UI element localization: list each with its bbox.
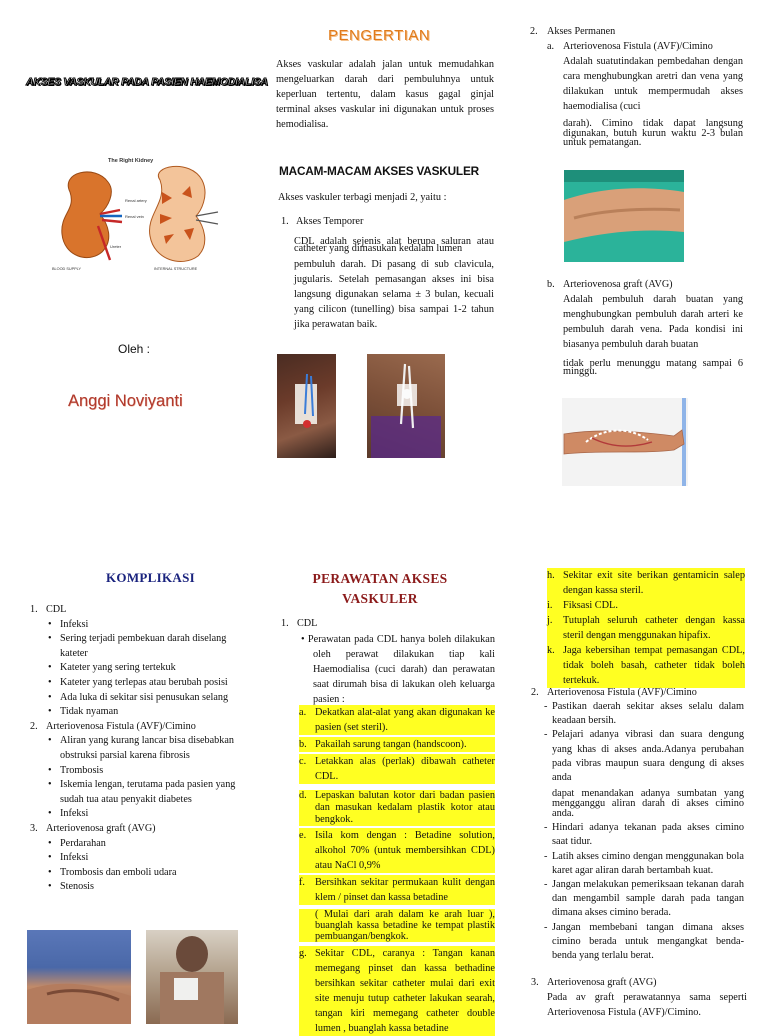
- kidney-label: Renal artery: [125, 198, 147, 203]
- list-item: • Trombosis dan emboli udara: [46, 866, 244, 881]
- step-text: Dekatkan alat-alat yang akan digunakan ke pasien (set steril).: [315, 707, 495, 733]
- avg-care-text: Pada av graft perawatannya sama seperti Arteriovenosa Fistula (AVF)/Cimino.: [547, 992, 747, 1018]
- list-item: [547, 568, 745, 598]
- author-name: Anggi Noviyanti: [68, 392, 183, 410]
- dash-icon: -: [544, 729, 548, 741]
- group-number: 1.: [30, 604, 38, 615]
- step-label: j.: [547, 615, 553, 626]
- dash-icon: -: [544, 701, 548, 712]
- kidney-diagram-heading: The Right Kidney: [108, 158, 154, 164]
- cdl-photo-1: [277, 354, 336, 458]
- step-text: Isila kom dengan : Betadine solution, alkohol 70% (untuk membersihkan CDL) atau NaCl 0,9%: [315, 830, 495, 871]
- list-item: [299, 828, 495, 873]
- list-item: • Tidak nyaman: [46, 705, 244, 720]
- step-label: i.: [547, 600, 553, 611]
- group-title: CDL: [46, 604, 67, 615]
- step-label: f.: [299, 877, 306, 888]
- list-item: • Trombosis: [46, 764, 244, 779]
- avf-care-list: [544, 700, 744, 963]
- avf-text-2: darah). Cimino tidak dapat langsung digunakan, butuh kurun waktu 2-3 bulan untuk pematangan.: [563, 118, 743, 148]
- list-item: • Aliran yang kurang lancar bisa disebabkan obstruksi parsial karena fibrosis: [46, 734, 244, 763]
- list-item: [299, 909, 495, 942]
- perawatan-item3-title: Arteriovenosa graft (AVG): [547, 977, 657, 988]
- step-label: e.: [299, 830, 307, 841]
- list-item: • Ada luka di sekitar sisi penusukan selang: [46, 691, 244, 706]
- step-label: [299, 909, 315, 942]
- step-text: Letakkan alas (perlak) dibawah catheter CDL.: [315, 756, 495, 782]
- item1-text: pembuluh darah. Di pasang di sub clavicula, jugularis. Setelah pemasangan akses ini bisa langsung digunakan selama ± 3 bulan, kecuali yang cilicon (tunelling) bisa sampai 1-2 tahun jika perawatan baik.: [294, 259, 494, 330]
- list-item: [547, 643, 745, 688]
- perawatan-item3-number: 3.: [531, 977, 539, 988]
- list-item: • Stenosis: [46, 880, 244, 895]
- kidney-label: BLOOD SUPPLY: [52, 267, 82, 271]
- list-item: [544, 921, 744, 964]
- title-banner: AKSES VASKULAR PADA PASIEN HAEMODIALISA: [26, 76, 268, 88]
- item2-title: Akses Permanen: [547, 26, 616, 37]
- list-item: [299, 790, 495, 826]
- list-item: [544, 789, 744, 819]
- avg-text: Adalah pembuluh darah buatan yang menghubungkan pembuluh darah arteri ke pembuluh darah vena. Pada kondisi ini biasanya pembuluh darah buatan: [563, 294, 743, 350]
- complication-photo-2: [146, 930, 238, 1024]
- perawatan-item1-number: 1.: [281, 618, 289, 629]
- list-item: • Infeksi: [46, 618, 244, 633]
- dash-icon: -: [544, 879, 548, 891]
- step-text: Tutuplah seluruh catheter dengan kassa steril dengan menggunakan hipafix.: [563, 615, 745, 641]
- list-item: [547, 598, 745, 613]
- types-heading: MACAM-MACAM AKSES VASKULER: [279, 164, 479, 178]
- group-title: Arteriovenosa graft (AVG): [46, 822, 156, 834]
- perawatan-item2-title: Arteriovenosa Fistula (AVF)/Cimino: [547, 687, 697, 698]
- step-label: h.: [547, 570, 555, 581]
- perawatan-item2-number: 2.: [531, 687, 539, 698]
- kidney-label: INTERNAL STRUCTURE: [154, 267, 198, 271]
- step-label: k.: [547, 645, 555, 656]
- list-item: [544, 821, 744, 849]
- list-item: [299, 754, 495, 784]
- komplikasi-heading: KOMPLIKASI: [106, 570, 195, 585]
- step-text: Jaga kebersihan tempat pemasangan CDL, tidak boleh basah, catheter tidak boleh tertekuk.: [563, 645, 745, 686]
- group-title: Arteriovenosa Fistula (AVF)/Cimino: [46, 720, 196, 732]
- list-item: [544, 850, 744, 878]
- list-item: • Infeksi: [46, 807, 244, 822]
- list-item: • Iskemia lengan, terutama pada pasien yang sudah tua atau penyakit diabetes: [46, 778, 244, 807]
- list-item: [299, 705, 495, 735]
- avf-photo: [564, 170, 684, 262]
- cdl-care-steps: [299, 705, 495, 1036]
- list-item: [547, 613, 745, 643]
- step-label: g.: [299, 948, 307, 959]
- kidney-diagram: [50, 152, 225, 274]
- cdl-photo-2: [367, 354, 445, 458]
- list-item: [299, 875, 495, 905]
- list-item: [544, 728, 744, 785]
- list-item: • Perdarahan: [46, 837, 244, 852]
- step-text: Lepaskan balutan kotor dari badan pasien dan masukan kedalam plastik kotor atau bengkok.: [315, 790, 495, 825]
- avf-title: Arteriovenosa Fistula (AVF)/Cimino: [563, 41, 713, 52]
- bullet-icon: •: [301, 634, 305, 645]
- care-text: Jangan melakukan pemeriksaan tekanan darah dan mengambil sample darah pada tangan dimana akses cimino berada.: [552, 879, 744, 919]
- step-text: Fiksasi CDL.: [563, 600, 618, 611]
- care-text: Jangan membebani tangan dimana akses cimino berada untuk mengangkat benda-benda yang terlalu berat.: [552, 921, 744, 962]
- care-text: Pelajari adanya vibrasi dan suara dengung yang khas di akses anda.Adanya perubahan pada vibras maupun suara dengung di akses anda: [552, 729, 744, 784]
- step-label: a.: [299, 707, 307, 718]
- step-label: c.: [299, 756, 307, 767]
- dash-icon: -: [544, 921, 548, 933]
- step-label: b.: [299, 739, 307, 750]
- cdl-care-intro-text: Perawatan pada CDL hanya boleh dilakukan oleh perawat dilakukan tiap kali Haemodialisa (cuci darah) dan perawatan saat dirumah bisa di lakukan oleh keluarga pasien :: [307, 634, 496, 705]
- group-number: 2.: [30, 720, 38, 732]
- pengertian-heading: PENGERTIAN: [328, 27, 431, 44]
- avf-text: Adalah suatutindakan pembedahan dengan cara menghubungkan aretri dan vena yang dilakukan untuk mempermudah akses haemodialisa (cuci: [563, 56, 743, 112]
- definition-text: Akses vaskular adalah jalan untuk memudahkan mengeluarkan darah dari pembuluhnya untuk keperluan tertentu, dalam kasus gagal ginjal terminal akses vaskular ini digunakan untuk proses hemodialisa.: [276, 59, 494, 130]
- complication-photo-1: [27, 930, 131, 1024]
- avf-label: a.: [547, 41, 555, 52]
- step-text: ( Mulai dari arah dalam ke arah luar ), buanglah kassa betadine ke tempat plastik pembuangan/bengkok.: [315, 909, 495, 942]
- avg-photo: [562, 398, 688, 486]
- avg-text-2: tidak perlu menunggu matang sampai 6 minggu.: [563, 358, 743, 377]
- kidney-label: Ureter: [110, 244, 122, 249]
- list-item: [299, 946, 495, 1036]
- list-item: • Infeksi: [46, 851, 244, 866]
- list-item: • Kateter yang sering tertekuk: [46, 661, 244, 676]
- item1-text-overlap: CDL adalah sejenis alat berupa saluran atau catheter yang dimasukan kedalam lumen: [294, 236, 494, 254]
- step-text: Sekitar CDL, caranya : Tangan kanan memegang pinset dan kassa bethadine bersihkan sekitar catheter mulai dari exit site menuju tutup catheter lakukan searah, tangan kiri memegang catheter double lumen , buanglah kassa betadine: [315, 948, 495, 1034]
- types-intro: Akses vaskuler terbagi menjadi 2, yaitu :: [278, 192, 447, 203]
- cdl-care-intro: [301, 632, 495, 707]
- step-text: Pakailah sarung tangan (handscoon).: [315, 739, 467, 750]
- cdl-care-steps-continued: [547, 568, 745, 688]
- item1-number: 1.: [281, 216, 289, 227]
- care-text: Pastikan daerah sekitar akses selalu dalam keadaan bersih.: [552, 701, 744, 727]
- item1-title: Akses Temporer: [296, 216, 364, 227]
- avg-title: Arteriovenosa graft (AVG): [563, 279, 673, 290]
- avg-label: b.: [547, 279, 555, 290]
- step-text: Bersihkan sekitar permukaan kulit dengan klem / pinset dan kassa betadine: [315, 877, 495, 903]
- list-item: [544, 878, 744, 921]
- list-item: • Kateter yang terlepas atau berubah posisi: [46, 676, 244, 691]
- item2-number: 2.: [530, 26, 538, 37]
- dash-icon: -: [544, 822, 548, 834]
- dash-icon: -: [544, 850, 548, 862]
- komplikasi-group: [30, 603, 244, 618]
- group-number: 3.: [30, 822, 38, 834]
- perawatan-item1-title: CDL: [297, 618, 318, 629]
- author-by-label: Oleh :: [118, 342, 151, 356]
- care-text: Latih akses cimino dengan menggunakan bola karet agar aliran darah bertambah kuat.: [552, 850, 744, 876]
- care-text: Hindari adanya tekanan pada akses cimino saat tidur.: [552, 822, 744, 848]
- komplikasi-list: [30, 603, 244, 895]
- komplikasi-group: [30, 822, 244, 837]
- list-item: [299, 737, 495, 752]
- step-label: d.: [299, 790, 307, 801]
- step-text: Sekitar exit site berikan gentamicin salep dengan kassa steril.: [563, 570, 745, 596]
- komplikasi-group: [30, 720, 244, 735]
- care-text: dapat menandakan adanya sumbatan yang mengganggu aliran darah di akses cimino anda.: [552, 788, 744, 820]
- list-item: • Sering terjadi pembekuan darah diselang kateter: [46, 632, 244, 661]
- list-item: [544, 700, 744, 728]
- perawatan-heading: PERAWATAN AKSES VASKULER: [312, 571, 448, 606]
- kidney-label: Renal vein: [125, 214, 144, 219]
